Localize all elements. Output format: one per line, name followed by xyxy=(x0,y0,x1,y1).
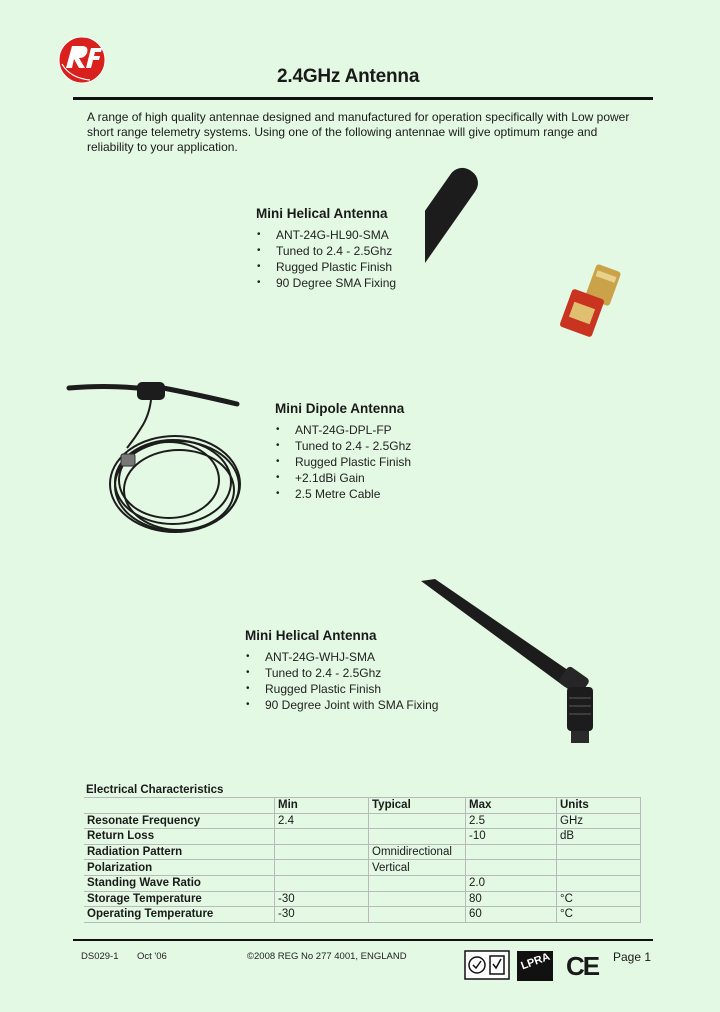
table-header-row xyxy=(84,798,641,814)
feature-item: • ANT-24G-WHJ-SMA xyxy=(245,649,438,665)
svg-text:LPRA: LPRA xyxy=(519,950,552,973)
table-row xyxy=(84,829,641,845)
table-cell xyxy=(369,875,466,891)
table-cell xyxy=(369,891,466,907)
product-name: Mini Helical Antenna xyxy=(245,628,377,643)
feature-item: • Rugged Plastic Finish xyxy=(256,259,396,275)
product-helical-hl90 xyxy=(256,206,396,291)
table-cell xyxy=(275,829,369,845)
table-cell: -30 xyxy=(275,907,369,923)
table-cell: GHz xyxy=(557,813,641,829)
product-dipole-dpl xyxy=(275,401,411,502)
feature-item: • +2.1dBi Gain xyxy=(275,470,411,486)
table-cell xyxy=(466,860,557,876)
table-cell xyxy=(275,844,369,860)
table-cell: Omnidirectional xyxy=(369,844,466,860)
row-label: Return Loss xyxy=(84,829,275,845)
column-header: Min xyxy=(275,798,369,814)
helical-antenna-image-1 xyxy=(425,165,625,345)
table-cell: °C xyxy=(557,907,641,923)
row-label: Storage Temperature xyxy=(84,891,275,907)
iso-cert-icon xyxy=(464,950,510,980)
table-cell xyxy=(557,844,641,860)
table-cell: 60 xyxy=(466,907,557,923)
doc-reference: DS029-1 xyxy=(81,951,119,962)
feature-item: • Tuned to 2.4 - 2.5Ghz xyxy=(256,243,396,259)
copyright-text: ©2008 REG No 277 4001, ENGLAND xyxy=(247,951,407,962)
row-label: Resonate Frequency xyxy=(84,813,275,829)
feature-item: • Rugged Plastic Finish xyxy=(245,681,438,697)
feature-item: • 90 Degree Joint with SMA Fixing xyxy=(245,697,438,713)
product-helical-whj xyxy=(245,628,438,713)
lpra-mark-icon xyxy=(516,950,554,982)
feature-item: • Rugged Plastic Finish xyxy=(275,454,411,470)
row-label: Standing Wave Ratio xyxy=(84,875,275,891)
specs-title: Electrical Characteristics xyxy=(86,784,224,796)
table-row xyxy=(84,860,641,876)
table-cell: Vertical xyxy=(369,860,466,876)
column-header xyxy=(84,798,275,814)
table-cell xyxy=(369,907,466,923)
table-cell xyxy=(557,860,641,876)
ce-mark-icon: CE xyxy=(566,951,599,981)
column-header: Typical xyxy=(369,798,466,814)
row-label: Polarization xyxy=(84,860,275,876)
intro-paragraph: A range of high quality antennae designed and manufactured for operation specifically with Low power short range telemetry systems. Using one of the following antennae will give optimum range and reliability to your application. xyxy=(87,110,630,154)
row-label: Operating Temperature xyxy=(84,907,275,923)
header-rule xyxy=(73,97,653,100)
doc-date: Oct '06 xyxy=(137,951,167,962)
table-cell: 2.4 xyxy=(275,813,369,829)
row-label: Radiation Pattern xyxy=(84,844,275,860)
table-row xyxy=(84,813,641,829)
table-row xyxy=(84,875,641,891)
footer-rule xyxy=(73,939,653,941)
dipole-antenna-image xyxy=(65,376,250,556)
table-cell: 2.5 xyxy=(466,813,557,829)
table-row xyxy=(84,907,641,923)
page-number: Page 1 xyxy=(613,950,652,964)
table-cell: -10 xyxy=(466,829,557,845)
feature-item: • Tuned to 2.4 - 2.5Ghz xyxy=(245,665,438,681)
page-title: 2.4GHz Antenna xyxy=(277,66,420,87)
column-header: Max xyxy=(466,798,557,814)
table-cell xyxy=(275,875,369,891)
product-name: Mini Helical Antenna xyxy=(256,206,388,221)
table-row xyxy=(84,891,641,907)
product-name: Mini Dipole Antenna xyxy=(275,401,405,416)
table-cell xyxy=(369,829,466,845)
table-cell xyxy=(466,844,557,860)
feature-item: • 90 Degree SMA Fixing xyxy=(256,275,396,291)
company-logo xyxy=(56,34,108,86)
table-cell xyxy=(369,813,466,829)
feature-item: • Tuned to 2.4 - 2.5Ghz xyxy=(275,438,411,454)
table-cell: dB xyxy=(557,829,641,845)
table-cell: 80 xyxy=(466,891,557,907)
table-cell: 2.0 xyxy=(466,875,557,891)
table-cell: °C xyxy=(557,891,641,907)
feature-item: • ANT-24G-DPL-FP xyxy=(275,422,411,438)
helical-antenna-image-2 xyxy=(415,575,610,750)
feature-item: • ANT-24G-HL90-SMA xyxy=(256,227,396,243)
table-cell xyxy=(275,860,369,876)
specs-table xyxy=(84,797,641,923)
feature-item: • 2.5 Metre Cable xyxy=(275,486,411,502)
column-header: Units xyxy=(557,798,641,814)
table-row xyxy=(84,844,641,860)
table-cell xyxy=(557,875,641,891)
table-cell: -30 xyxy=(275,891,369,907)
